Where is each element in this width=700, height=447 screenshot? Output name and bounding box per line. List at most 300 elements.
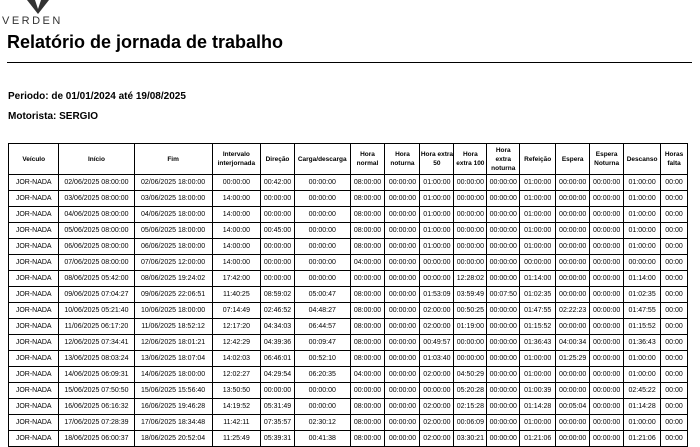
table-cell: 01:00:00 — [520, 207, 556, 223]
table-cell: 04/06/2025 18:00:00 — [134, 207, 212, 223]
table-cell: 00:00:00 — [487, 335, 520, 351]
table-cell: 00:00 — [661, 399, 688, 415]
table-cell: 03/06/2025 18:00:00 — [134, 191, 212, 207]
table-cell: 00:00:00 — [487, 399, 520, 415]
table-cell: 00:00:00 — [385, 191, 420, 207]
table-cell: 00:00:00 — [385, 431, 420, 447]
table-cell: 00:00:00 — [487, 383, 520, 399]
table-cell: 00:00 — [661, 207, 688, 223]
table-cell: 02:15:28 — [454, 399, 487, 415]
table-cell: 00:00:00 — [590, 383, 624, 399]
table-cell: JOR-NADA — [9, 335, 59, 351]
table-cell: 13/06/2025 08:03:24 — [59, 351, 134, 367]
table-cell: 06/06/2025 08:00:00 — [59, 239, 134, 255]
table-cell: 16/06/2025 19:46:28 — [134, 399, 212, 415]
table-cell: 08:00:00 — [350, 239, 385, 255]
table-cell: 02:30:12 — [294, 415, 350, 431]
journey-table — [8, 143, 688, 447]
table-cell: 06:20:35 — [294, 367, 350, 383]
table-cell: 02:22:23 — [556, 303, 590, 319]
table-cell: 01:00:00 — [520, 223, 556, 239]
table-cell: 00:00:00 — [590, 399, 624, 415]
table-cell: 14:02:03 — [212, 351, 260, 367]
table-cell: 12:42:29 — [212, 335, 260, 351]
table-cell: 05/06/2025 18:00:00 — [134, 223, 212, 239]
table-cell: 00:00:00 — [385, 223, 420, 239]
table-cell: 00:00:00 — [385, 271, 420, 287]
table-cell: 00:00:00 — [385, 239, 420, 255]
table-cell: 08/06/2025 05:42:00 — [59, 271, 134, 287]
table-cell: 00:50:25 — [454, 303, 487, 319]
table-cell: 00:00:00 — [556, 175, 590, 191]
table-cell: JOR-NADA — [9, 367, 59, 383]
table-cell: 00:00:00 — [385, 383, 420, 399]
table-cell: 00:00:00 — [454, 239, 487, 255]
table-row — [9, 175, 688, 191]
table-cell: 01:14:00 — [624, 271, 661, 287]
table-cell: 00:00:00 — [520, 255, 556, 271]
table-cell: 00:00:00 — [487, 175, 520, 191]
table-cell: 00:00:00 — [556, 207, 590, 223]
table-cell: 03:30:21 — [454, 431, 487, 447]
table-cell: 06/06/2025 18:00:00 — [134, 239, 212, 255]
table-cell: 00:00:00 — [385, 367, 420, 383]
table-cell: 00:06:09 — [454, 415, 487, 431]
table-cell: 00:00:00 — [385, 303, 420, 319]
table-row — [9, 287, 688, 303]
table-cell: 10/06/2025 18:00:00 — [134, 303, 212, 319]
table-cell: 00:00:00 — [385, 319, 420, 335]
table-cell: 14/06/2025 18:00:00 — [134, 367, 212, 383]
table-cell: 09/06/2025 22:06:51 — [134, 287, 212, 303]
table-cell: 00:00:00 — [420, 271, 454, 287]
table-cell: 00:00:00 — [556, 255, 590, 271]
table-cell: 00:00:00 — [487, 271, 520, 287]
table-row — [9, 223, 688, 239]
table-cell: 00:00:00 — [590, 223, 624, 239]
table-cell: 00:00:00 — [385, 175, 420, 191]
table-cell: 14:00:00 — [212, 223, 260, 239]
table-cell: 04:48:27 — [294, 303, 350, 319]
table-cell: 00:00:00 — [590, 303, 624, 319]
table-cell: 01:19:00 — [454, 319, 487, 335]
table-cell: 00:00 — [661, 303, 688, 319]
table-cell: 04/06/2025 08:00:00 — [59, 207, 134, 223]
table-cell: 01:00:00 — [624, 415, 661, 431]
table-cell: 00:00:00 — [590, 335, 624, 351]
table-cell: 18/06/2025 20:52:04 — [134, 431, 212, 447]
table-cell: 01:21:06 — [624, 431, 661, 447]
table-cell: 00:00:00 — [487, 351, 520, 367]
table-row — [9, 367, 688, 383]
table-cell: 00:00:00 — [487, 367, 520, 383]
table-cell: 00:00:00 — [385, 351, 420, 367]
table-cell: 00:00:00 — [294, 223, 350, 239]
table-cell: 01:14:28 — [624, 399, 661, 415]
table-cell: 00:00:00 — [294, 175, 350, 191]
column-header: Hora normal — [350, 144, 385, 175]
table-cell: 00:00:00 — [556, 271, 590, 287]
table-cell: 00:00 — [661, 223, 688, 239]
table-cell: 08:00:00 — [350, 335, 385, 351]
table-cell: 00:00:00 — [590, 191, 624, 207]
table-cell: 01:03:40 — [420, 351, 454, 367]
table-row — [9, 191, 688, 207]
table-cell: 02/06/2025 18:00:00 — [134, 175, 212, 191]
table-cell: 16/06/2025 06:16:32 — [59, 399, 134, 415]
table-cell: 00:00:00 — [261, 239, 295, 255]
table-cell: 01:00:00 — [624, 351, 661, 367]
table-cell: 05:31:49 — [261, 399, 295, 415]
table-cell: 00:00:00 — [590, 255, 624, 271]
table-cell: 00:00:00 — [385, 207, 420, 223]
table-cell: 00:00:00 — [454, 351, 487, 367]
table-cell: 08:00:00 — [350, 351, 385, 367]
table-cell: JOR-NADA — [9, 175, 59, 191]
table-cell: 00:00:00 — [454, 191, 487, 207]
table-cell: 00:00:00 — [590, 367, 624, 383]
table-cell: 01:36:43 — [624, 335, 661, 351]
table-cell: 01:00:00 — [624, 223, 661, 239]
table-cell: 03:59:49 — [454, 287, 487, 303]
table-row — [9, 335, 688, 351]
table-cell: 17/06/2025 07:28:39 — [59, 415, 134, 431]
table-cell: 08:59:02 — [261, 287, 295, 303]
table-cell: 00:00:00 — [261, 255, 295, 271]
table-cell: 00:00:00 — [487, 207, 520, 223]
table-cell: 02:00:00 — [420, 415, 454, 431]
table-cell: 00:00 — [661, 175, 688, 191]
table-cell: 01:00:00 — [420, 175, 454, 191]
column-header: Início — [59, 144, 134, 175]
table-cell: 00:00:00 — [454, 175, 487, 191]
table-cell: 12:02:27 — [212, 367, 260, 383]
table-row — [9, 255, 688, 271]
table-cell: 15/06/2025 15:56:40 — [134, 383, 212, 399]
table-cell: 08:00:00 — [350, 319, 385, 335]
table-cell: 00:00:00 — [420, 383, 454, 399]
table-cell: 00:00:00 — [487, 223, 520, 239]
table-cell: 00:09:47 — [294, 335, 350, 351]
title-divider — [7, 62, 692, 63]
table-cell: 08:00:00 — [350, 191, 385, 207]
table-cell: 00:00:00 — [487, 415, 520, 431]
column-header: Hora extra noturna — [487, 144, 520, 175]
column-header: Espera — [556, 144, 590, 175]
table-cell: 07:35:57 — [261, 415, 295, 431]
table-cell: 00:00:00 — [556, 319, 590, 335]
table-cell: 00:00:00 — [556, 367, 590, 383]
verden-logo-icon — [27, 0, 49, 14]
table-cell: 05/06/2025 08:00:00 — [59, 223, 134, 239]
table-cell: 01:00:00 — [520, 367, 556, 383]
table-cell: 00:00 — [661, 415, 688, 431]
table-row — [9, 319, 688, 335]
table-cell: 01:47:55 — [624, 303, 661, 319]
table-cell: 11:25:49 — [212, 431, 260, 447]
table-cell: 00:00:00 — [590, 351, 624, 367]
table-cell: 01:36:43 — [520, 335, 556, 351]
table-cell: 01:00:00 — [420, 207, 454, 223]
table-cell: 01:02:35 — [520, 287, 556, 303]
table-cell: 00:00:00 — [487, 191, 520, 207]
table-cell: 01:00:00 — [520, 351, 556, 367]
table-cell: JOR-NADA — [9, 255, 59, 271]
table-row — [9, 399, 688, 415]
table-cell: JOR-NADA — [9, 351, 59, 367]
table-cell: 18/06/2025 06:00:37 — [59, 431, 134, 447]
table-cell: 00:00:00 — [590, 207, 624, 223]
table-cell: 14:00:00 — [212, 255, 260, 271]
table-cell: 01:15:52 — [624, 319, 661, 335]
table-cell: 00:00:00 — [556, 223, 590, 239]
table-cell: 00:00 — [661, 319, 688, 335]
table-cell: 06:44:57 — [294, 319, 350, 335]
table-cell: 08:00:00 — [350, 287, 385, 303]
table-cell: 00:00:00 — [294, 255, 350, 271]
table-cell: JOR-NADA — [9, 399, 59, 415]
table-cell: JOR-NADA — [9, 303, 59, 319]
table-cell: 01:00:00 — [624, 367, 661, 383]
table-row — [9, 303, 688, 319]
table-cell: 00:45:00 — [261, 223, 295, 239]
table-cell: 00:00:00 — [487, 431, 520, 447]
table-cell: JOR-NADA — [9, 431, 59, 447]
table-cell: 01:14:00 — [520, 271, 556, 287]
table-cell: 01:00:00 — [520, 415, 556, 431]
column-header: Direção — [261, 144, 295, 175]
table-cell: 02:00:00 — [420, 303, 454, 319]
table-cell: 01:00:00 — [520, 175, 556, 191]
table-cell: 00:05:04 — [556, 399, 590, 415]
table-cell: 00:00:00 — [350, 383, 385, 399]
table-cell: 07/06/2025 08:00:00 — [59, 255, 134, 271]
table-cell: 11:42:11 — [212, 415, 260, 431]
table-cell: 00:00:00 — [487, 319, 520, 335]
table-cell: 04:00:00 — [350, 367, 385, 383]
table-cell: 08:00:00 — [350, 431, 385, 447]
column-header: Hora noturna — [385, 144, 420, 175]
table-cell: 00:00:00 — [454, 223, 487, 239]
table-cell: 00:00:00 — [454, 335, 487, 351]
table-cell: 00:00:00 — [294, 383, 350, 399]
table-cell: 00:52:10 — [294, 351, 350, 367]
table-cell: 00:00:00 — [261, 191, 295, 207]
table-cell: 02:00:00 — [420, 319, 454, 335]
table-cell: 11/06/2025 18:52:12 — [134, 319, 212, 335]
table-cell: 02:00:00 — [420, 399, 454, 415]
table-cell: 04:00:34 — [556, 335, 590, 351]
column-header: Carga/descarga — [294, 144, 350, 175]
table-cell: 00:07:50 — [487, 287, 520, 303]
table-cell: 08:00:00 — [350, 207, 385, 223]
table-cell: 00:00 — [661, 351, 688, 367]
table-cell: 03/06/2025 08:00:00 — [59, 191, 134, 207]
table-cell: 06:46:01 — [261, 351, 295, 367]
table-cell: 00:00 — [661, 287, 688, 303]
table-cell: 00:00:00 — [294, 207, 350, 223]
page-title: Relatório de jornada de trabalho — [7, 32, 284, 52]
table-cell: 07:14:49 — [212, 303, 260, 319]
table-cell: 14:00:00 — [212, 191, 260, 207]
table-cell: 12:17:20 — [212, 319, 260, 335]
table-cell: 01:02:35 — [624, 287, 661, 303]
table-cell: 00:00:00 — [261, 207, 295, 223]
table-cell: 00:00:00 — [212, 175, 260, 191]
table-cell: 04:34:03 — [261, 319, 295, 335]
table-cell: JOR-NADA — [9, 383, 59, 399]
table-cell: 01:47:55 — [520, 303, 556, 319]
table-cell: 00:00:00 — [294, 271, 350, 287]
table-cell: 00:49:57 — [420, 335, 454, 351]
table-cell: 00:00:00 — [420, 255, 454, 271]
table-cell: 04:00:00 — [350, 255, 385, 271]
table-cell: 12/06/2025 18:01:21 — [134, 335, 212, 351]
table-cell: 01:14:28 — [520, 399, 556, 415]
table-cell: 14:00:00 — [212, 207, 260, 223]
table-cell: 00:00 — [661, 271, 688, 287]
table-header-row — [9, 144, 688, 175]
column-header: Fim — [134, 144, 212, 175]
table-cell: 12:28:02 — [454, 271, 487, 287]
table-cell: 12/06/2025 07:34:41 — [59, 335, 134, 351]
table-cell: 01:00:00 — [420, 223, 454, 239]
table-row — [9, 271, 688, 287]
table-cell: 13/06/2025 18:07:04 — [134, 351, 212, 367]
table-row — [9, 415, 688, 431]
table-cell: 08:00:00 — [350, 415, 385, 431]
table-cell: 00:00:00 — [556, 383, 590, 399]
table-cell: 04:50:29 — [454, 367, 487, 383]
table-row — [9, 431, 688, 447]
column-header: Refeição — [520, 144, 556, 175]
table-cell: 01:15:52 — [520, 319, 556, 335]
table-cell: 15/06/2025 07:50:50 — [59, 383, 134, 399]
column-header: Intervalo interjornada — [212, 144, 260, 175]
table-cell: 00:00:00 — [294, 191, 350, 207]
table-cell: 11:40:25 — [212, 287, 260, 303]
table-cell: 05:20:28 — [454, 383, 487, 399]
table-cell: 08:00:00 — [350, 303, 385, 319]
table-cell: 08/06/2025 19:24:02 — [134, 271, 212, 287]
table-cell: 10/06/2025 05:21:40 — [59, 303, 134, 319]
table-cell: 00:00:00 — [590, 175, 624, 191]
table-cell: 00:00:00 — [590, 271, 624, 287]
table-cell: 01:00:00 — [420, 239, 454, 255]
column-header: Espera Noturna — [590, 144, 624, 175]
brand-logo — [0, 0, 70, 30]
column-header: Horas falta — [661, 144, 688, 175]
column-header: Veículo — [9, 144, 59, 175]
table-cell: 08:00:00 — [350, 175, 385, 191]
table-row — [9, 207, 688, 223]
table-cell: 08:00:00 — [350, 223, 385, 239]
table-cell: 00:00 — [661, 239, 688, 255]
table-cell: 01:00:00 — [624, 207, 661, 223]
table-cell: 00:00:00 — [590, 415, 624, 431]
table-cell: 00:00:00 — [385, 287, 420, 303]
table-cell: 08:00:00 — [350, 399, 385, 415]
report-period: Periodo: de 01/01/2024 até 19/08/2025 — [8, 91, 186, 102]
table-cell: 01:00:39 — [520, 383, 556, 399]
table-cell: 00:00:00 — [261, 271, 295, 287]
table-cell: 01:25:29 — [556, 351, 590, 367]
table-cell: 01:00:00 — [624, 191, 661, 207]
table-cell: 02:46:52 — [261, 303, 295, 319]
report-driver: Motorista: SERGIO — [8, 111, 99, 122]
table-row — [9, 383, 688, 399]
table-cell: 00:00:00 — [294, 239, 350, 255]
table-cell: 00:00:00 — [454, 255, 487, 271]
table-cell: 17/06/2025 18:34:48 — [134, 415, 212, 431]
table-cell: 00:00:00 — [385, 335, 420, 351]
table-row — [9, 351, 688, 367]
table-cell: 00:00 — [661, 335, 688, 351]
table-cell: 17:42:00 — [212, 271, 260, 287]
table-cell: 00:00 — [661, 383, 688, 399]
table-cell: 00:00 — [661, 367, 688, 383]
table-cell: 01:21:06 — [520, 431, 556, 447]
table-cell: 00:00:00 — [385, 255, 420, 271]
table-cell: 00:00:00 — [624, 255, 661, 271]
table-cell: 05:39:31 — [261, 431, 295, 447]
table-cell: JOR-NADA — [9, 239, 59, 255]
table-cell: 01:53:09 — [420, 287, 454, 303]
table-cell: JOR-NADA — [9, 319, 59, 335]
table-cell: 07/06/2025 12:00:00 — [134, 255, 212, 271]
table-cell: 01:00:00 — [624, 239, 661, 255]
table-cell: 00:00:00 — [556, 415, 590, 431]
table-cell: 01:00:00 — [624, 175, 661, 191]
table-cell: 13:50:50 — [212, 383, 260, 399]
table-cell: 00:00:00 — [556, 239, 590, 255]
table-cell: 14:19:52 — [212, 399, 260, 415]
table-cell: 00:00:00 — [261, 383, 295, 399]
table-cell: 00:00:00 — [487, 239, 520, 255]
table-cell: 05:00:47 — [294, 287, 350, 303]
table-cell: 00:00:00 — [487, 255, 520, 271]
table-cell: 02/06/2025 08:00:00 — [59, 175, 134, 191]
table-cell: 00:42:00 — [261, 175, 295, 191]
table-cell: 14:00:00 — [212, 239, 260, 255]
table-cell: 00:00:00 — [556, 191, 590, 207]
column-header: Descanso — [624, 144, 661, 175]
table-cell: 01:00:00 — [420, 191, 454, 207]
table-cell: 09/06/2025 07:04:27 — [59, 287, 134, 303]
table-cell: 04:39:36 — [261, 335, 295, 351]
table-cell: 00:00 — [661, 191, 688, 207]
table-cell: 00:00 — [661, 431, 688, 447]
table-cell: JOR-NADA — [9, 287, 59, 303]
table-cell: 02:00:00 — [420, 367, 454, 383]
table-cell: 04:29:54 — [261, 367, 295, 383]
table-cell: 00:00 — [661, 255, 688, 271]
table-cell: JOR-NADA — [9, 415, 59, 431]
table-cell: JOR-NADA — [9, 271, 59, 287]
table-cell: 00:00:00 — [590, 287, 624, 303]
table-cell: 00:00:00 — [454, 207, 487, 223]
table-cell: 01:00:00 — [520, 239, 556, 255]
table-row — [9, 239, 688, 255]
table-cell: 01:00:00 — [520, 191, 556, 207]
column-header: Hora extra 50 — [420, 144, 454, 175]
table-cell: 00:00:00 — [294, 399, 350, 415]
table-cell: 00:00:00 — [385, 399, 420, 415]
table-cell: 00:00:00 — [385, 415, 420, 431]
table-cell: 00:00:00 — [590, 239, 624, 255]
column-header: Hora extra 100 — [454, 144, 487, 175]
table-cell: 00:00:00 — [350, 271, 385, 287]
